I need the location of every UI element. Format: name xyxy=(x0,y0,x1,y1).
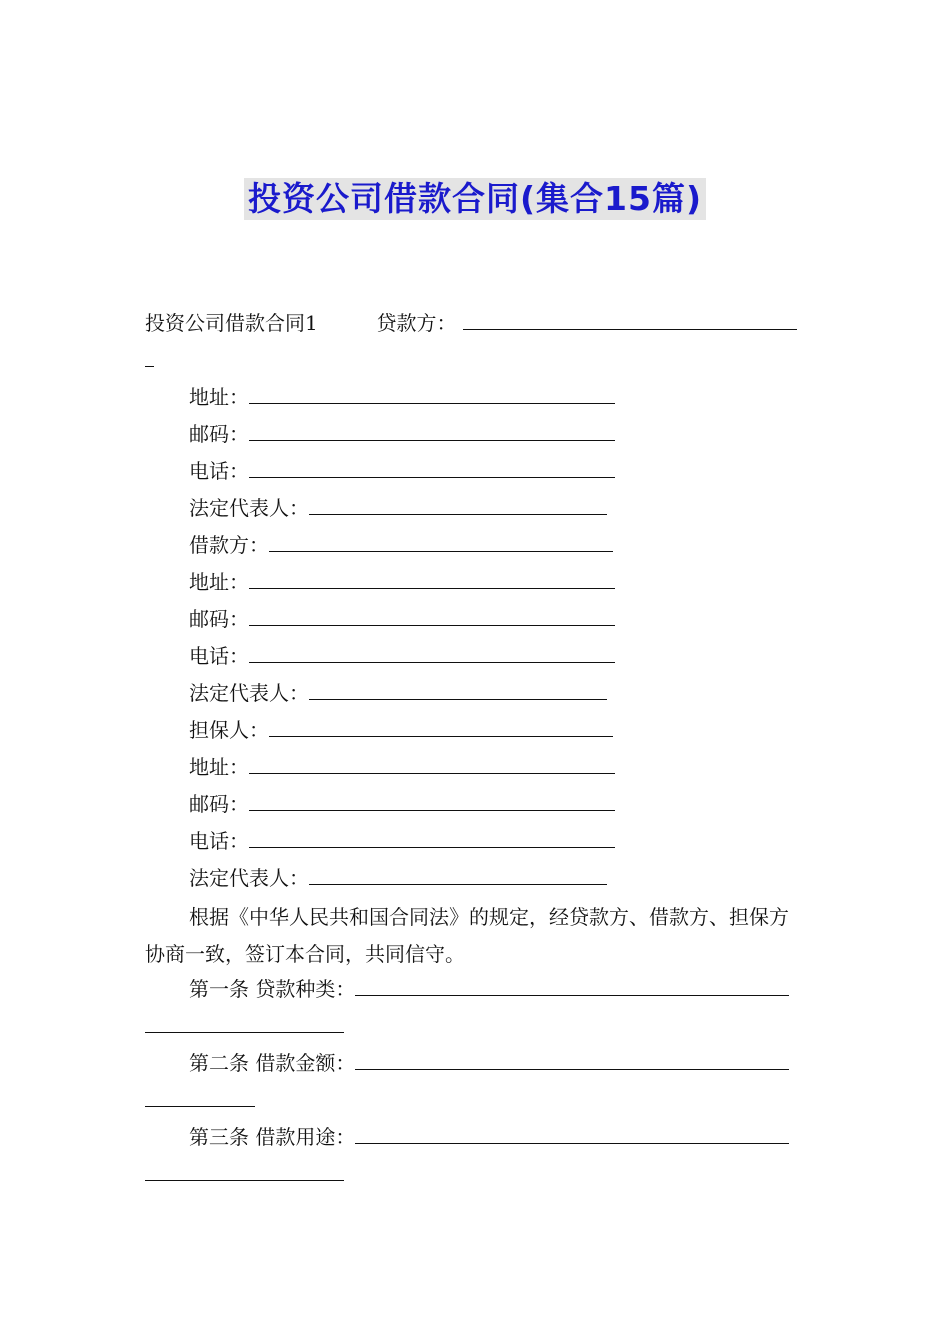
field-blank[interactable] xyxy=(249,790,615,811)
article-continuation xyxy=(145,1160,344,1187)
article-blank[interactable] xyxy=(355,1049,789,1070)
field-blank[interactable] xyxy=(249,420,615,441)
field-line xyxy=(189,494,607,521)
field-line xyxy=(189,642,615,669)
field-line xyxy=(189,457,615,484)
field-line xyxy=(189,531,613,558)
article-line xyxy=(189,1123,789,1150)
title-container xyxy=(0,178,950,220)
field-blank[interactable] xyxy=(249,605,615,626)
field-label: 邮码： xyxy=(189,422,249,446)
field-label: 法定代表人： xyxy=(189,496,309,520)
contract-heading: 投资公司借款合同1 xyxy=(145,311,318,335)
field-label: 电话： xyxy=(189,829,249,853)
lender-blank[interactable] xyxy=(463,309,797,330)
intro-continuation xyxy=(145,346,154,373)
article-continuation xyxy=(145,1012,344,1039)
field-label: 地址： xyxy=(189,755,249,779)
article-blank[interactable] xyxy=(355,1123,789,1144)
field-label: 法定代表人： xyxy=(189,866,309,890)
field-blank[interactable] xyxy=(249,568,615,589)
field-blank[interactable] xyxy=(249,383,615,404)
intro-line xyxy=(145,309,797,336)
field-blank[interactable] xyxy=(309,494,607,515)
article-blank[interactable] xyxy=(355,975,789,996)
lender-label: 贷款方： xyxy=(376,311,457,335)
article-label: 第二条 借款金额： xyxy=(189,1051,356,1075)
preamble-paragraph: 根据《中华人民共和国合同法》的规定，经贷款方、借款方、担保方协商一致，签订本合同，共同信守。 xyxy=(145,905,789,966)
article-blank-continuation[interactable] xyxy=(145,1160,344,1181)
field-blank[interactable] xyxy=(309,864,607,885)
field-blank[interactable] xyxy=(309,679,607,700)
lender-blank-continuation[interactable] xyxy=(145,346,154,367)
field-blank[interactable] xyxy=(249,642,615,663)
field-line xyxy=(189,568,615,595)
field-label: 邮码： xyxy=(189,792,249,816)
article-label: 第一条 贷款种类： xyxy=(189,977,356,1001)
field-label: 法定代表人： xyxy=(189,681,309,705)
field-blank[interactable] xyxy=(269,531,613,552)
field-label: 借款方： xyxy=(189,533,269,557)
article-label: 第三条 借款用途： xyxy=(189,1125,356,1149)
article-line xyxy=(189,1049,789,1076)
field-line xyxy=(189,383,615,410)
field-line xyxy=(189,605,615,632)
field-line xyxy=(189,753,615,780)
article-blank-continuation[interactable] xyxy=(145,1012,344,1033)
field-line xyxy=(189,864,607,891)
field-line xyxy=(189,420,615,447)
field-line xyxy=(189,716,613,743)
field-blank[interactable] xyxy=(249,753,615,774)
article-blank-continuation[interactable] xyxy=(145,1086,255,1107)
field-blank[interactable] xyxy=(269,716,613,737)
document-title: 投资公司借款合同(集合15篇) xyxy=(244,178,706,220)
article-line xyxy=(189,975,789,1002)
field-label: 邮码： xyxy=(189,607,249,631)
field-line xyxy=(189,679,607,706)
field-label: 担保人： xyxy=(189,718,269,742)
field-line xyxy=(189,827,615,854)
field-label: 电话： xyxy=(189,459,249,483)
field-label: 电话： xyxy=(189,644,249,668)
field-label: 地址： xyxy=(189,385,249,409)
field-blank[interactable] xyxy=(249,457,615,478)
field-label: 地址： xyxy=(189,570,249,594)
article-continuation xyxy=(145,1086,255,1113)
field-blank[interactable] xyxy=(249,827,615,848)
field-line xyxy=(189,790,615,817)
